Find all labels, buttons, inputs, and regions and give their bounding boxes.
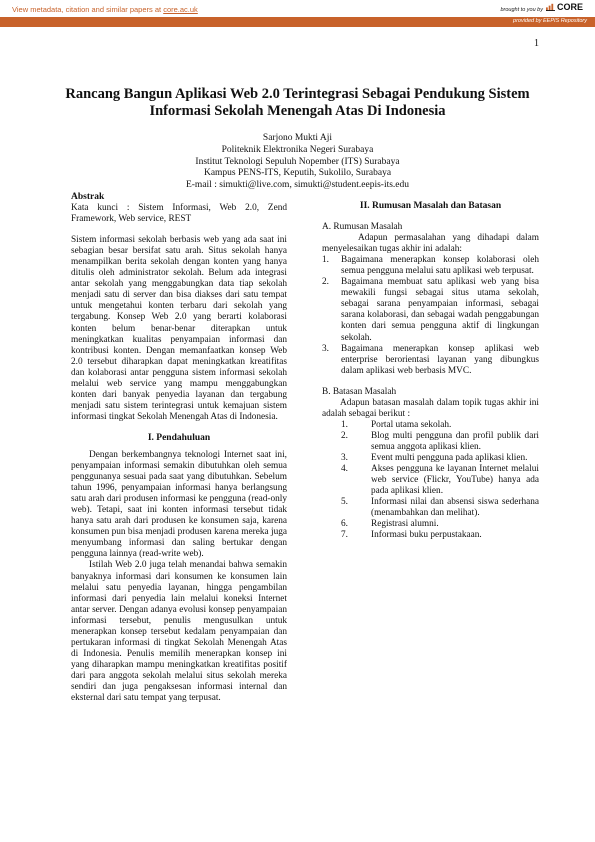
list-item <box>322 344 539 377</box>
paper-title-line: Informasi Sekolah Menengah Atas Di Indonesia <box>149 103 446 119</box>
abstract-body: Sistem informasi sekolah berbasis web yang ada saat ini sebagian besar bersifat satu arah. Situs sekolah hanya menampilkan berita sekolah dengan konten yang hanya ditulis oleh administrator sekolah. Belum ada integrasi antar sekolah yang menggabungkan data tiap sekolah menjadi satu di server dan bisa diakses dari satu tempat untuk mengetahui konten terbaru dari sekolah yang tergabung. Konsep Web 2.0 yang berarti kolaborasi konten belum benar-benar diterapkan untuk meningkatkan kualitas penyampaian informasi dan kontribusi konten. Dengan memanfaatkan konsep Web 2.0 tersebut diharapkan dapat meningkatkan kreatifitas dan kolaborasi antar pengguna sistem informasi sekolah melalui web service yang mampu menggabungkan konten dari banyak penyedia layanan dan tergabung menjadi satu sistem terintegrasi untuk kemajuan sistem informasi tingkat Sekolah Menengah Atas di Indonesia. <box>71 235 287 422</box>
subsection-intro: Adapun permasalahan yang dihadapi dalam menyelesaikan tugas akhir ini adalah: <box>322 233 539 255</box>
core-link-site[interactable]: core.ac.uk <box>163 5 198 14</box>
list-text: Informasi nilai dan absensi siswa sederhana (menambahkan dan melihat). <box>371 497 539 519</box>
list-text: Portal utama sekolah. <box>371 419 452 430</box>
list-item <box>322 431 539 453</box>
core-provided-by: provided by EEPIS Repository <box>513 18 587 24</box>
list-number: 7. <box>341 530 348 541</box>
section-heading: I. Pendahuluan <box>147 432 211 443</box>
core-logo-icon <box>546 2 555 11</box>
core-banner <box>0 0 595 29</box>
list-text: Bagaimana menerapkan konsep aplikasi web enterprise berorientasi layanan yang dibungkus dalam aplikasi web berbasis MVC. <box>341 343 539 376</box>
paper-title-line: Rancang Bangun Aplikasi Web 2.0 Terintegrasi Sebagai Pendukung Sistem <box>65 86 530 102</box>
author-affiliation: Institut Teknologi Sepuluh Nopember (ITS) Surabaya <box>195 156 400 167</box>
right-column <box>322 201 539 541</box>
paper-title <box>60 86 535 120</box>
core-link-prefix: View metadata, citation and similar papers at <box>12 5 162 14</box>
list-number: 1. <box>322 255 329 266</box>
spacer <box>71 225 287 235</box>
list-item <box>322 530 539 541</box>
list-text: Event multi pengguna pada aplikasi klien. <box>371 452 528 463</box>
author-email: E-mail : simukti@live.com, simukti@student.eepis-its.edu <box>185 180 410 191</box>
section-paragraph: Dengan berkembangnya teknologi Internet saat ini, penyampaian informasi semakin dibutuhkan oleh semua penggunanya sesuai pada saat yang dibutuhkan. Sebelum tahun 1996, penyampaian informasi hanya berlangsung satu arah dari produsen informasi ke pengguna (read-only web). Tetapi, saat ini konten informasi tersebut tidak hanya satu arah dari produsen ke konsumen saja, karena konsumen pun bisa menjadi produsen karena mereka juga menyumbang informasi dan saling bertukar dengan pengguna lainnya (read-write web). <box>71 449 287 560</box>
core-logo[interactable] <box>546 2 583 12</box>
list-number: 4. <box>341 464 348 475</box>
core-logo-text: CORE <box>556 2 583 12</box>
scope-list <box>322 420 539 542</box>
list-text: Informasi buku perpustakaan. <box>371 530 482 541</box>
author-address: Kampus PENS-ITS, Keputih, Sukolilo, Surabaya <box>203 168 392 179</box>
problem-list <box>322 255 539 377</box>
list-text: Bagaimana menerapkan konsep kolaborasi oleh semua pengguna melalui satu aplikasi web terpusat. <box>341 255 539 277</box>
list-item <box>322 277 539 343</box>
list-number: 2. <box>322 277 329 288</box>
list-item <box>322 464 539 497</box>
list-item <box>322 519 539 530</box>
subsection-intro: Adapun batasan masalah dalam topik tugas akhir ini adalah sebagai berikut : <box>322 397 539 419</box>
core-metadata-link[interactable] <box>12 5 198 14</box>
author-affiliation: Politeknik Elektronika Negeri Surabaya <box>221 144 374 155</box>
list-item <box>322 420 539 431</box>
abstract-heading: Abstrak <box>71 192 105 202</box>
author-block <box>60 133 535 192</box>
section-heading: II. Rumusan Masalah dan Batasan <box>359 201 502 211</box>
list-number: 2. <box>341 430 348 441</box>
list-item <box>322 497 539 519</box>
list-text: Registrasi alumni. <box>371 519 439 530</box>
spacer <box>71 423 287 433</box>
spacer <box>322 377 539 387</box>
list-number: 6. <box>341 519 348 530</box>
list-item <box>322 255 539 277</box>
list-number: 3. <box>341 452 348 463</box>
core-banner-strip <box>0 17 595 27</box>
subsection-heading: B. Batasan Masalah <box>322 386 397 397</box>
left-column <box>71 192 287 704</box>
section-paragraph: Istilah Web 2.0 juga telah menandai bahwa semakin banyaknya informasi dari konsumen ke konsumen lain melalui satu penyedia layanan, hingga pengambilan informasi dari penyedia lain melalui koneksi Internet antar server. Dengan adanya evolusi konsep penyampaian informasi tersebut, penulis mengusulkan untuk menerapkan konsep tersebut kedalam penyampaian dan pertukaran informasi di tingkat Sekolah Menengah Atas di Indonesia. Penulis memilih menerapkan konsep ini yang diharapkan mampu meningkatkan kreatifitas positif dari para anggota sekolah melalui situs sekolah mereka sendiri dan juga pengaksesan informasi internal dan eksternal dari satu tempat yang terpusat. <box>71 560 287 704</box>
list-item <box>322 453 539 464</box>
abstract-keywords: Kata kunci : Sistem Informasi, Web 2.0, Zend Framework, Web service, REST <box>71 203 287 225</box>
list-text: Bagaimana membuat satu aplikasi web yang bisa mewakili fungsi sebagai situs utama sekolah, sebagai sarana penyampaian informasi, sebagai sarana kolaborasi, dan sebagai wadah penggabungan konten dari semua pengguna aktif di lingkungan sekolah. <box>341 277 539 343</box>
list-number: 5. <box>341 497 348 508</box>
spacer <box>322 212 539 222</box>
author-name: Sarjono Mukti Aji <box>262 133 333 143</box>
core-brought-by: brought to you by <box>500 7 543 13</box>
subsection-heading: A. Rumusan Masalah <box>322 222 403 233</box>
page-number: 1 <box>534 38 539 49</box>
list-text: Akses pengguna ke layanan Internet melalui web service (Flickr, YouTube) hanya ada pada aplikasi klien. <box>371 464 539 497</box>
list-text: Blog multi pengguna dan profil publik dari semua anggota aplikasi klien. <box>371 430 539 452</box>
list-number: 1. <box>341 419 348 430</box>
list-number: 3. <box>322 343 329 354</box>
